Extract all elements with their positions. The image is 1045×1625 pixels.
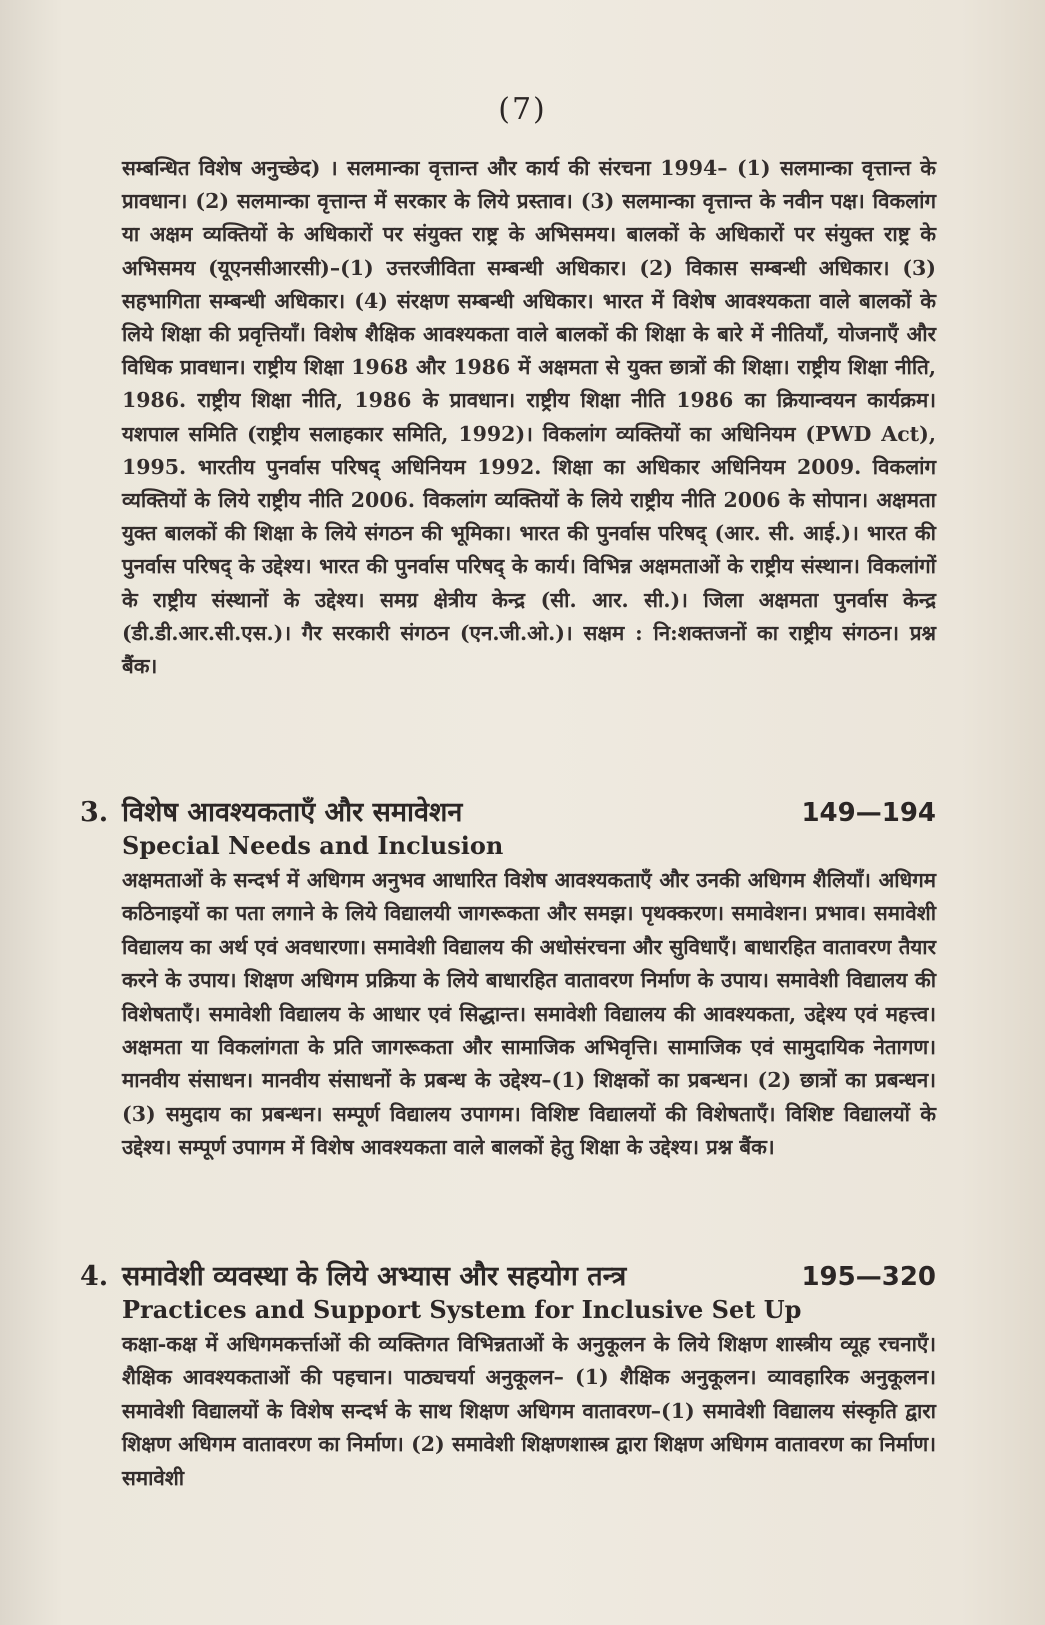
section-body: अक्षमताओं के सन्दर्भ में अधिगम अनुभव आधारित विशेष आवश्यकताएँ और उनकी अधिगम शैलियाँ। अधिगम कठिनाइयों का पता लगाने के लिये विद्यालयी जागरूकता और समझ। पृथक्करण। समावेशन। प्रभाव। समावेशी विद्यालय का अर्थ एवं अवधारणा। समावेशी विद्यालय की अधोसंरचना और सुविधाएँ। बाधारहित वातावरण तैयार करने के उपाय। शिक्षण अधिगम प्रक्रिया के लिये बाधारहित वातावरण निर्माण के उपाय। समावेशी विद्यालय की विशेषताएँ। समावेशी विद्यालय के आधार एवं सिद्धान्त। समावेशी विद्यालय की आवश्यकता, उद्देश्य एवं महत्त्व। अक्षमता या विकलांगता के प्रति जागरूकता और सामाजिक अभिवृत्ति। सामाजिक एवं सामुदायिक नेतागण। मानवीय संसाधन। मानवीय संसाधनों के प्रबन्ध के उद्देश्य–(1) शिक्षकों का प्रबन्धन। (2) छात्रों का प्रबन्धन। (3) समुदाय का प्रबन्धन। सम्पूर्ण विद्यालय उपागम। विशिष्ट विद्यालयों की विशेषताएँ। विशिष्ट विद्यालयों के उद्देश्य। सम्पूर्ण उपागम में विशेष आवश्यकता वाले बालकों हेतु शिक्षा के उद्देश्य। प्रश्न बैंक।: [122, 868, 936, 1160]
section-3: [80, 792, 936, 1165]
section-body: कक्षा-कक्ष में अधिगमकर्त्ताओं की व्यक्तिगत विभिन्नताओं के अनुकूलन के लिये शिक्षण शास्त्रीय व्यूह रचनाएँ। शैक्षिक आवश्यकताओं की पहचान। पाठ्यचर्या अनुकूलन– (1) शैक्षिक अनुकूलन। व्यावहारिक अनुकूलन। समावेशी विद्यालयों के विशेष सन्दर्भ के साथ शिक्षण अधिगम वातावरण–(1) समावेशी विद्यालय संस्कृति द्वारा शिक्षण अधिगम वातावरण का निर्माण। (2) समावेशी शिक्षणशास्त्र द्वारा शिक्षण अधिगम वातावरण का निर्माण। समावेशी: [122, 1332, 936, 1490]
section-title-hindi: समावेशी व्यवस्था के लिये अभ्यास और सहयोग तन्त्र: [122, 1261, 627, 1292]
section-title-english: Special Needs and Inclusion: [122, 831, 504, 860]
section-number: 3.: [80, 797, 109, 828]
page-number: (7): [498, 92, 547, 127]
section-page-range: 149—194: [801, 798, 936, 828]
section-title-hindi: विशेष आवश्यकताएँ और समावेशन: [122, 797, 463, 828]
intro-paragraph: सम्बन्धित विशेष अनुच्छेद) । सलमान्का वृत्तान्त और कार्य की संरचना 1994– (1) सलमान्का वृत्तान्त के प्रावधान। (2) सलमान्का वृत्तान्त में सरकार के लिये प्रस्ताव। (3) सलमान्का वृत्तान्त के नवीन पक्ष। विकलांग या अक्षम व्यक्तियों के अधिकारों पर संयुक्त राष्ट्र के अभिसमय। बालकों के अधिकारों पर संयुक्त राष्ट्र के अभिसमय (यूएनसीआरसी)–(1) उत्तरजीविता सम्बन्धी अधिकार। (2) विकास सम्बन्धी अधिकार। (3) सहभागिता सम्बन्धी अधिकार। (4) संरक्षण सम्बन्धी अधिकार। भारत में विशेष आवश्यकता वाले बालकों के लिये शिक्षा की प्रवृत्तियाँ। विशेष शैक्षिक आवश्यकता वाले बालकों की शिक्षा के बारे में नीतियाँ, योजनाएँ और विधिक प्रावधान। राष्ट्रीय शिक्षा 1968 और 1986 में अक्षमता से युक्त छात्रों की शिक्षा। राष्ट्रीय शिक्षा नीति, 1986. राष्ट्रीय शिक्षा नीति, 1986 के प्रावधान। राष्ट्रीय शिक्षा नीति 1986 का क्रियान्वयन कार्यक्रम। यशपाल समिति (राष्ट्रीय सलाहकार समिति, 1992)। विकलांग व्यक्तियों का अधिनियम (PWD Act), 1995. भारतीय पुनर्वास परिषद् अधिनियम 1992. शिक्षा का अधिकार अधिनियम 2009. विकलांग व्यक्तियों के लिये राष्ट्रीय नीति 2006. विकलांग व्यक्तियों के लिये राष्ट्रीय नीति 2006 के सोपान। अक्षमता युक्त बालकों की शिक्षा के लिये संगठन की भूमिका। भारत की पुनर्वास परिषद् (आर. सी. आई.)। भारत की पुनर्वास परिषद् के उद्देश्य। भारत की पुनर्वास परिषद् के कार्य। विभिन्न अक्षमताओं के राष्ट्रीय संस्थान। विकलांगों के राष्ट्रीय संस्थानों के उद्देश्य। समग्र क्षेत्रीय केन्द्र (सी. आर. सी.)। जिला अक्षमता पुनर्वास केन्द्र (डी.डी.आर.सी.एस.)। गैर सरकारी संगठन (एन.जी.ओ.)। सक्षम : नि:शक्तजनों का राष्ट्रीय संगठन। प्रश्न बैंक।: [122, 156, 936, 679]
section-title-english: Practices and Support System for Inclusive Set Up: [122, 1295, 802, 1324]
section-number: 4.: [80, 1261, 109, 1292]
section-heading: [80, 792, 936, 828]
section-page-range: 195—320: [801, 1262, 936, 1292]
section-heading: [80, 1256, 936, 1292]
section-4: [80, 1256, 936, 1495]
